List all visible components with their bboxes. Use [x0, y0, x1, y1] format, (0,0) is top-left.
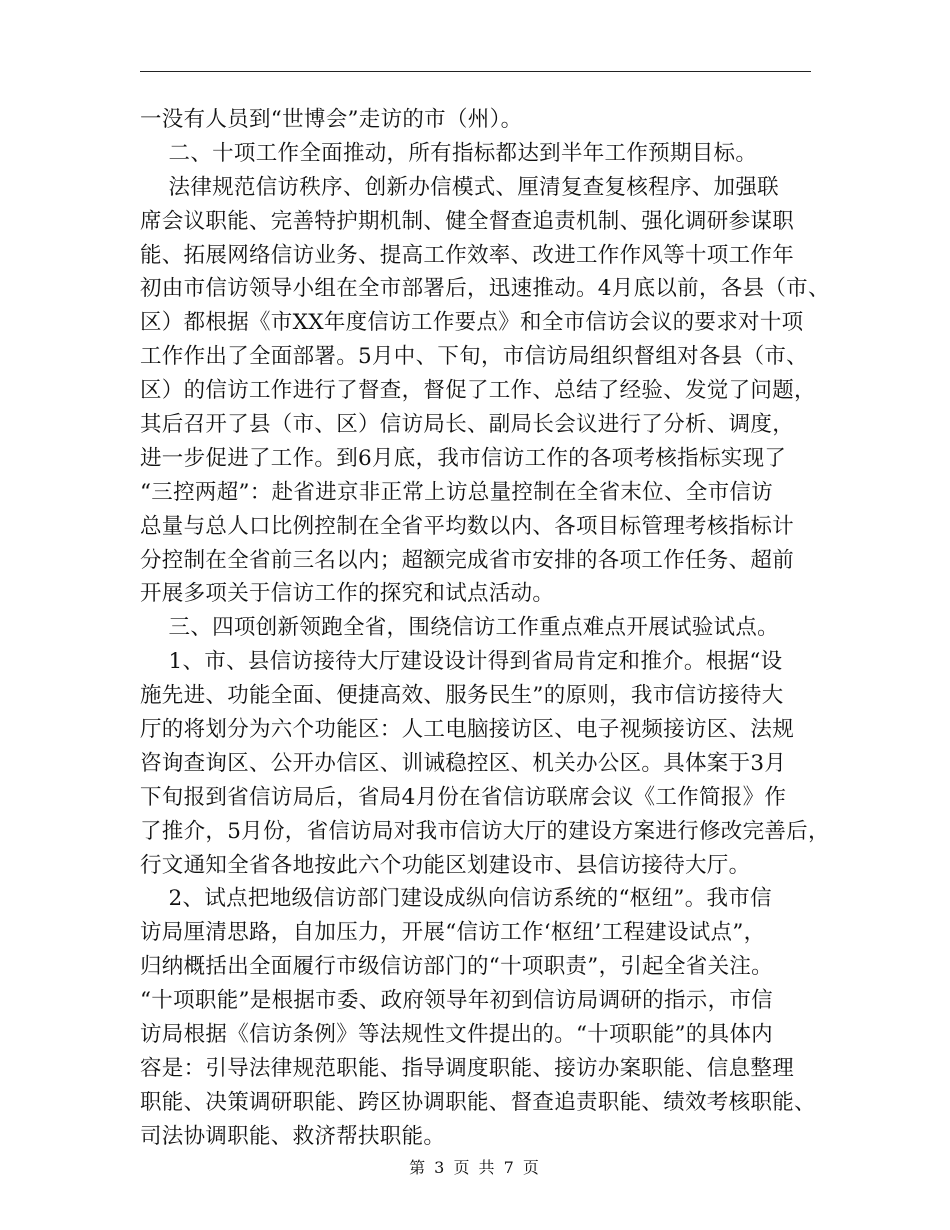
text-line: 职能、决策调研职能、跨区协调职能、督查追责职能、绩效考核职能、: [140, 1089, 816, 1115]
page-number-footer: 第 3 页 共 7 页: [409, 1158, 541, 1177]
text-line: 其后召开了县（市、区）信访局长、副局长会议进行了分析、调度，: [140, 412, 795, 438]
text-line: 访局厘清思路，自加压力，开展“信访工作‘枢纽’工程建设试点”，: [140, 920, 766, 946]
text-line: 归纳概括出全面履行市级信访部门的“十项职责”，引起全省关注。: [140, 954, 773, 980]
text-line: 初由市信访领导小组在全市部署后，迅速推动。4月底以前，各县（市、: [140, 276, 830, 302]
text-line: 容是：引导法律规范职能、指导调度职能、接访办案职能、信息整理: [140, 1055, 795, 1081]
text-line: 咨询查询区、公开办信区、训诫稳控区、机关办公区。具体案于3月: [140, 750, 787, 776]
text-line: 分控制在全省前三名以内；超额完成省市安排的各项工作任务、超前: [140, 547, 795, 573]
text-line: 施先进、功能全面、便捷高效、服务民生”的原则，我市信访接待大: [140, 683, 784, 709]
text-line: 了推介，5月份，省信访局对我市信访大厅的建设方案进行修改完善后，: [140, 818, 830, 844]
text-line: 区）都根据《市XX年度信访工作要点》和全市信访会议的要求对十项: [140, 310, 804, 336]
text-line: 区）的信访工作进行了督查，督促了工作、总结了经验、发觉了问题，: [140, 378, 816, 404]
text-line: 司法协调职能、救济帮扶职能。: [140, 1123, 446, 1149]
text-line: “十项职能”是根据市委、政府领导年初到信访局调研的指示，市信: [140, 988, 773, 1014]
text-line: 一没有人员到“世博会”走访的市（州）。: [140, 107, 523, 132]
document-body: [140, 103, 830, 1154]
text-line: 行文通知全省各地按此六个功能区划建设市、县信访接待大厅。: [140, 852, 751, 878]
text-line: 下旬报到省信访局后，省局4月份在省信访联席会议《工作简报》作: [140, 784, 787, 810]
text-line: 总量与总人口比例控制在全省平均数以内、各项目标管理考核指标计: [140, 513, 795, 539]
text-line: 访局根据《信访条例》等法规性文件提出的。“十项职能”的具体内: [140, 1022, 773, 1048]
text-line: 能、拓展网络信访业务、提高工作效率、改进工作作风等十项工作年: [140, 242, 795, 268]
text-line: 厅的将划分为六个功能区：人工电脑接访区、电子视频接访区、法规: [140, 717, 795, 743]
text-line: 三、四项创新领跑全省，围绕信访工作重点难点开展试验试点。: [140, 615, 779, 641]
text-line: 2、试点把地级信访部门建设成纵向信访系统的“枢纽”。我市信: [140, 886, 772, 912]
text-line: 工作作出了全面部署。5月中、下旬，市信访局组织督组对各县（市、: [140, 344, 808, 370]
header-rule: [140, 71, 811, 72]
text-line: 二、十项工作全面推动，所有指标都达到半年工作预期目标。: [140, 140, 758, 166]
text-line: “三控两超”：赴省进京非正常上访总量控制在全省末位、全市信访: [140, 479, 773, 505]
text-line: 法律规范信访秩序、创新办信模式、厘清复查复核程序、加强联: [140, 174, 779, 200]
text-line: 1、市、县信访接待大厅建设设计得到省局肯定和推介。根据“设: [140, 649, 783, 675]
text-line: 开展多项关于信访工作的探究和试点活动。: [140, 581, 555, 607]
text-line: 席会议职能、完善特护期机制、健全督查追责机制、强化调研参谋职: [140, 208, 795, 234]
text-line: 进一步促进了工作。到6月底，我市信访工作的各项考核指标实现了: [140, 445, 787, 471]
